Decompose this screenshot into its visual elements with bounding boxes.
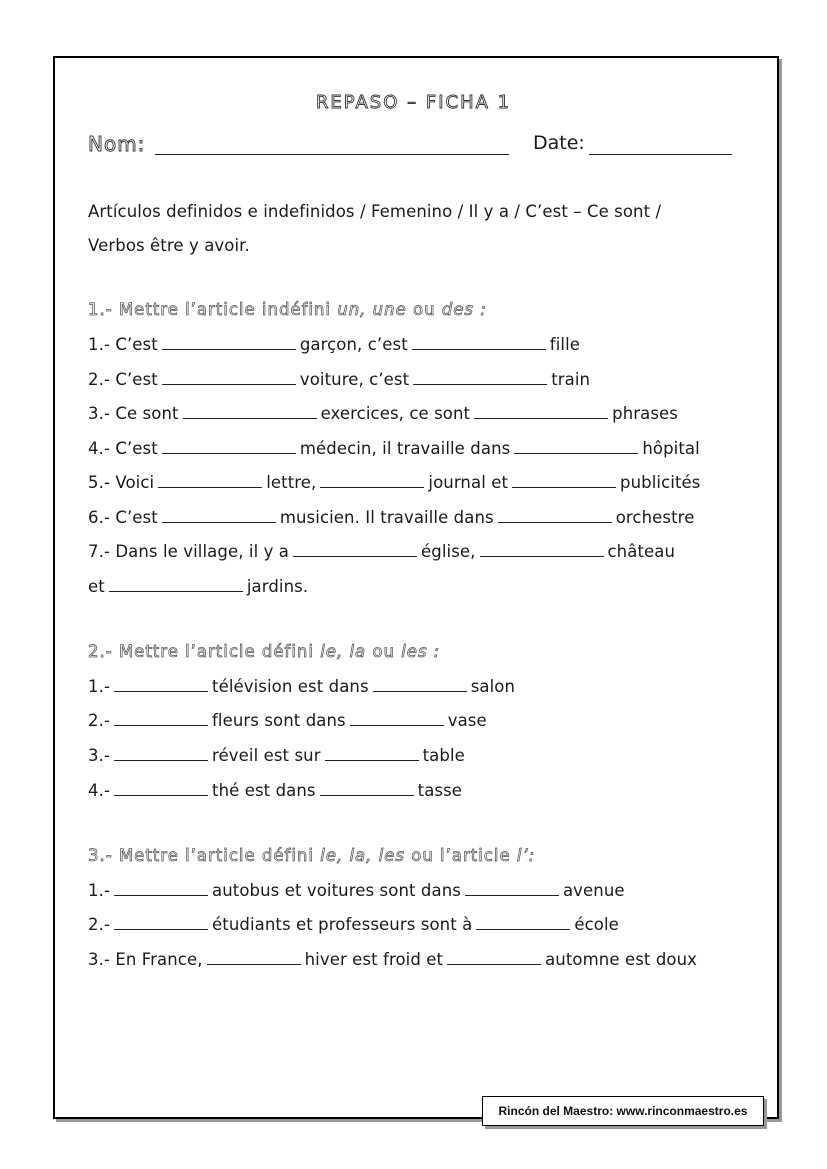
answer-blank[interactable] xyxy=(162,370,296,385)
nom-field[interactable] xyxy=(155,154,509,155)
answer-blank[interactable] xyxy=(373,677,467,692)
exercise-2-item-3: 3.- réveil est sur table xyxy=(88,746,465,765)
answer-blank[interactable] xyxy=(207,950,301,965)
answer-blank[interactable] xyxy=(114,711,208,726)
answer-blank[interactable] xyxy=(114,746,208,761)
page-title: REPASO – FICHA 1 xyxy=(315,92,512,113)
exercise-1-item-5: 5.- Voici lettre, journal et publicités xyxy=(88,473,701,492)
answer-blank[interactable] xyxy=(158,473,262,488)
answer-blank[interactable] xyxy=(162,335,296,350)
answer-blank[interactable] xyxy=(320,781,414,796)
date-field[interactable] xyxy=(589,154,732,155)
intro-line-1: Artículos definidos e indefinidos / Femenino / Il y a / C’est – Ce sont / xyxy=(88,202,662,221)
answer-blank[interactable] xyxy=(512,473,616,488)
answer-blank[interactable] xyxy=(293,542,417,557)
answer-blank[interactable] xyxy=(325,746,419,761)
section-2-heading: 2.- Mettre l’article défini le, la ou les : xyxy=(88,642,441,661)
exercise-1-item-2: 2.- C’est voiture, c’est train xyxy=(88,370,591,389)
section-3-heading: 3.- Mettre l’article défini le, la, les ou l’article l’: xyxy=(88,846,536,865)
exercise-2-item-4: 4.- thé est dans tasse xyxy=(88,781,463,800)
answer-blank[interactable] xyxy=(412,335,546,350)
answer-blank[interactable] xyxy=(465,881,559,896)
exercise-1-item-6: 6.- C’est musicien. Il travaille dans orchestre xyxy=(88,508,695,527)
answer-blank[interactable] xyxy=(514,439,638,454)
answer-blank[interactable] xyxy=(109,577,243,592)
date-label: Date: xyxy=(533,132,585,154)
footer-credit: Rincón del Maestro: www.rinconmaestro.es xyxy=(482,1096,764,1126)
answer-blank[interactable] xyxy=(162,508,276,523)
answer-blank[interactable] xyxy=(413,370,547,385)
exercise-1-item-7: 7.- Dans le village, il y a église, château xyxy=(88,542,676,561)
exercise-1-item-3: 3.- Ce sont exercices, ce sont phrases xyxy=(88,404,678,423)
answer-blank[interactable] xyxy=(447,950,541,965)
answer-blank[interactable] xyxy=(480,542,604,557)
exercise-3-item-2: 2.- étudiants et professeurs sont à école xyxy=(88,915,619,934)
answer-blank[interactable] xyxy=(114,915,208,930)
exercise-1-item-7-cont: et jardins. xyxy=(88,577,309,596)
answer-blank[interactable] xyxy=(114,677,208,692)
answer-blank[interactable] xyxy=(114,781,208,796)
answer-blank[interactable] xyxy=(498,508,612,523)
exercise-2-item-1: 1.- télévision est dans salon xyxy=(88,677,516,696)
exercise-1-item-4: 4.- C’est médecin, il travaille dans hôpital xyxy=(88,439,700,458)
answer-blank[interactable] xyxy=(474,404,608,419)
answer-blank[interactable] xyxy=(350,711,444,726)
exercise-1-item-1: 1.- C’est garçon, c’est fille xyxy=(88,335,581,354)
exercise-3-item-3: 3.- En France, hiver est froid et automne est doux xyxy=(88,950,698,969)
exercise-3-item-1: 1.- autobus et voitures sont dans avenue xyxy=(88,881,625,900)
section-1-heading: 1.- Mettre l’article indéfini un, une ou des : xyxy=(88,300,487,319)
answer-blank[interactable] xyxy=(162,439,296,454)
nom-label: Nom: xyxy=(88,132,146,156)
answer-blank[interactable] xyxy=(476,915,570,930)
answer-blank[interactable] xyxy=(320,473,424,488)
answer-blank[interactable] xyxy=(183,404,317,419)
answer-blank[interactable] xyxy=(114,881,208,896)
intro-line-2: Verbos être y avoir. xyxy=(88,236,250,255)
exercise-2-item-2: 2.- fleurs sont dans vase xyxy=(88,711,487,730)
